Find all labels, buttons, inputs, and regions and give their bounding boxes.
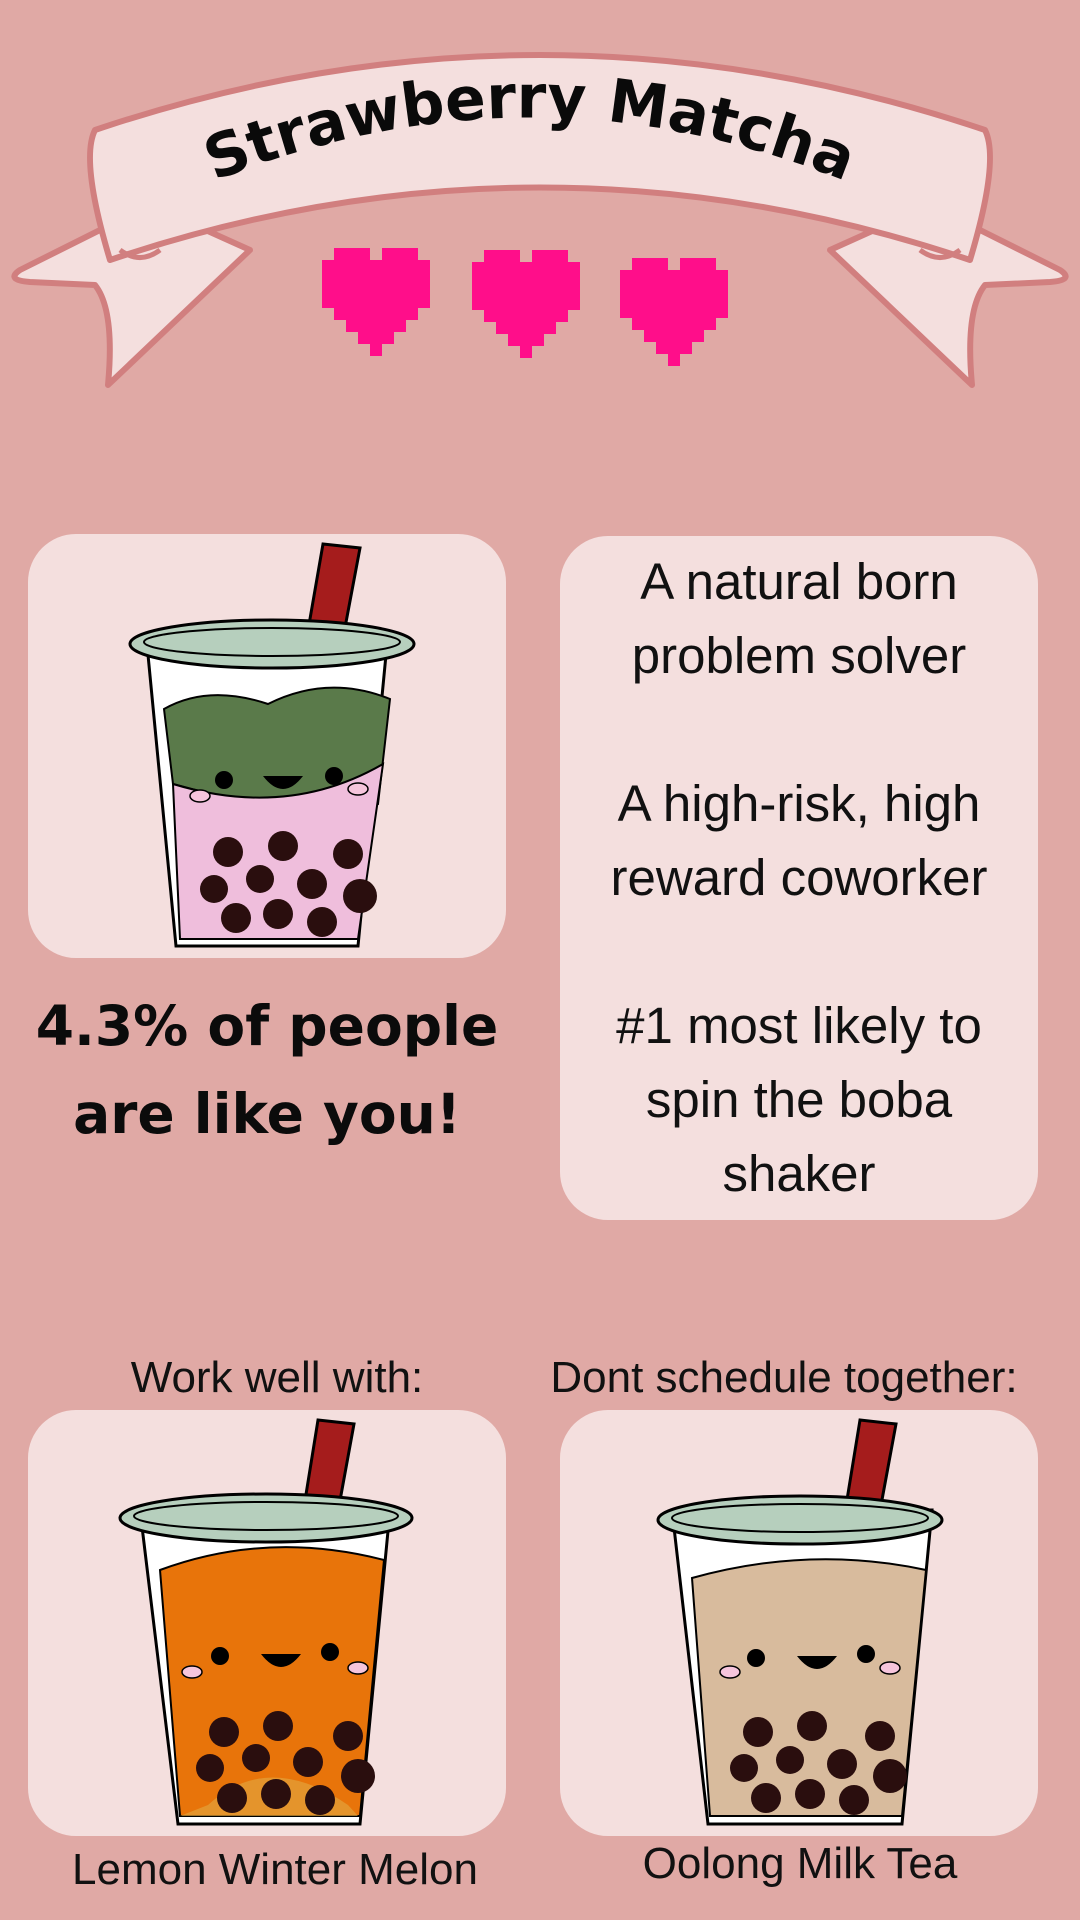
traits-list — [560, 536, 1038, 1220]
good-match-card — [28, 1410, 506, 1836]
heart-icon — [322, 248, 430, 356]
good-match-drink-name: Lemon Winter Melon — [72, 1845, 478, 1894]
lemon-winter-melon-cup-icon — [28, 1410, 506, 1836]
good-match-label: Work well with: — [130, 1353, 424, 1402]
drink-card — [28, 534, 506, 958]
bad-match-drink-name: Oolong Milk Tea — [642, 1839, 958, 1888]
page-title: Strawberry Matcha — [194, 62, 866, 195]
trait-item: #1 most likely to spin the boba shaker — [616, 997, 982, 1202]
heart-icon — [620, 258, 728, 366]
bad-match-card — [560, 1410, 1038, 1836]
rating-hearts — [322, 246, 758, 376]
heart-icon — [472, 250, 580, 358]
trait-item: A high-risk, high reward coworker — [610, 775, 988, 906]
match-stat: 4.3% of people are like you! — [35, 994, 499, 1146]
trait-item: A natural born problem solver — [631, 553, 967, 684]
strawberry-matcha-cup-icon — [28, 534, 506, 958]
bad-match-label: Dont schedule together: — [550, 1353, 1018, 1402]
oolong-milk-tea-cup-icon — [560, 1410, 1038, 1836]
